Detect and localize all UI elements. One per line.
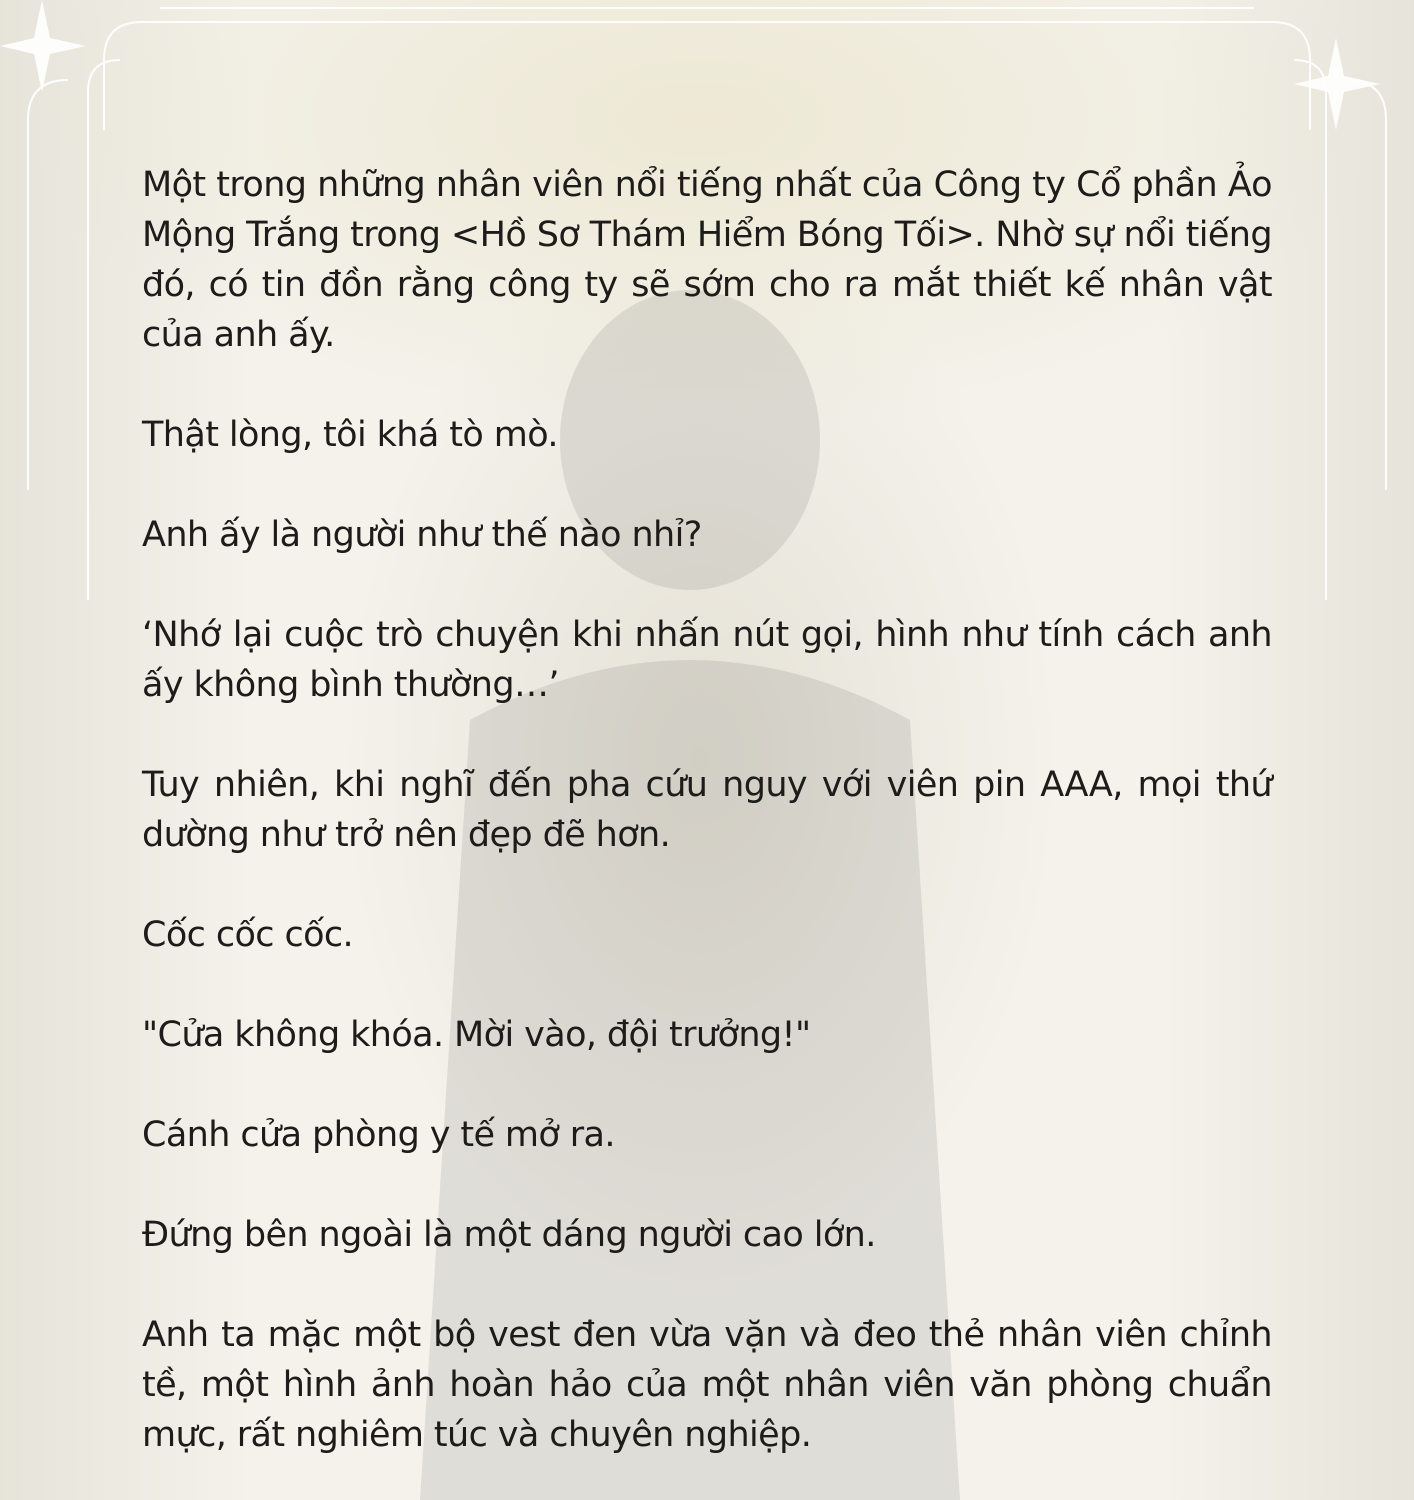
paragraph-1: Một trong những nhân viên nổi tiếng nhất của Công ty Cổ phần Ảo Mộng Trắng trong <Hồ Sơ Thám Hiểm Bóng Tối>. Nhờ sự nổi tiếng đó, có tin đồn rằng công ty sẽ sớm cho ra mắt thiết kế nhân vật của anh ấy. xyxy=(142,165,1272,355)
sparkle-icon-right xyxy=(1294,38,1380,130)
paragraph-8: Cánh cửa phòng y tế mở ra. xyxy=(142,1115,615,1155)
paragraph-2: Thật lòng, tôi khá tò mò. xyxy=(142,415,558,455)
paragraph-9: Đứng bên ngoài là một dáng người cao lớn. xyxy=(142,1215,876,1255)
sparkle-icon-left xyxy=(0,0,86,92)
paragraph-10: Anh ta mặc một bộ vest đen vừa vặn và đeo thẻ nhân viên chỉnh tề, một hình ảnh hoàn hảo của một nhân viên văn phòng chuẩn mực, rất nghiêm túc và chuyên nghiệp. xyxy=(142,1315,1272,1455)
story-text xyxy=(142,160,1272,1460)
paragraph-6: Cốc cốc cốc. xyxy=(142,915,354,955)
paragraph-3: Anh ấy là người như thế nào nhỉ? xyxy=(142,515,702,555)
paragraph-7: "Cửa không khóa. Mời vào, đội trưởng!" xyxy=(142,1015,811,1055)
paragraph-5: Tuy nhiên, khi nghĩ đến pha cứu nguy với viên pin AAA, mọi thứ dường như trở nên đẹp đẽ hơn. xyxy=(142,765,1272,855)
paragraph-4: ‘Nhớ lại cuộc trò chuyện khi nhấn nút gọi, hình như tính cách anh ấy không bình thường…’ xyxy=(142,615,1272,705)
